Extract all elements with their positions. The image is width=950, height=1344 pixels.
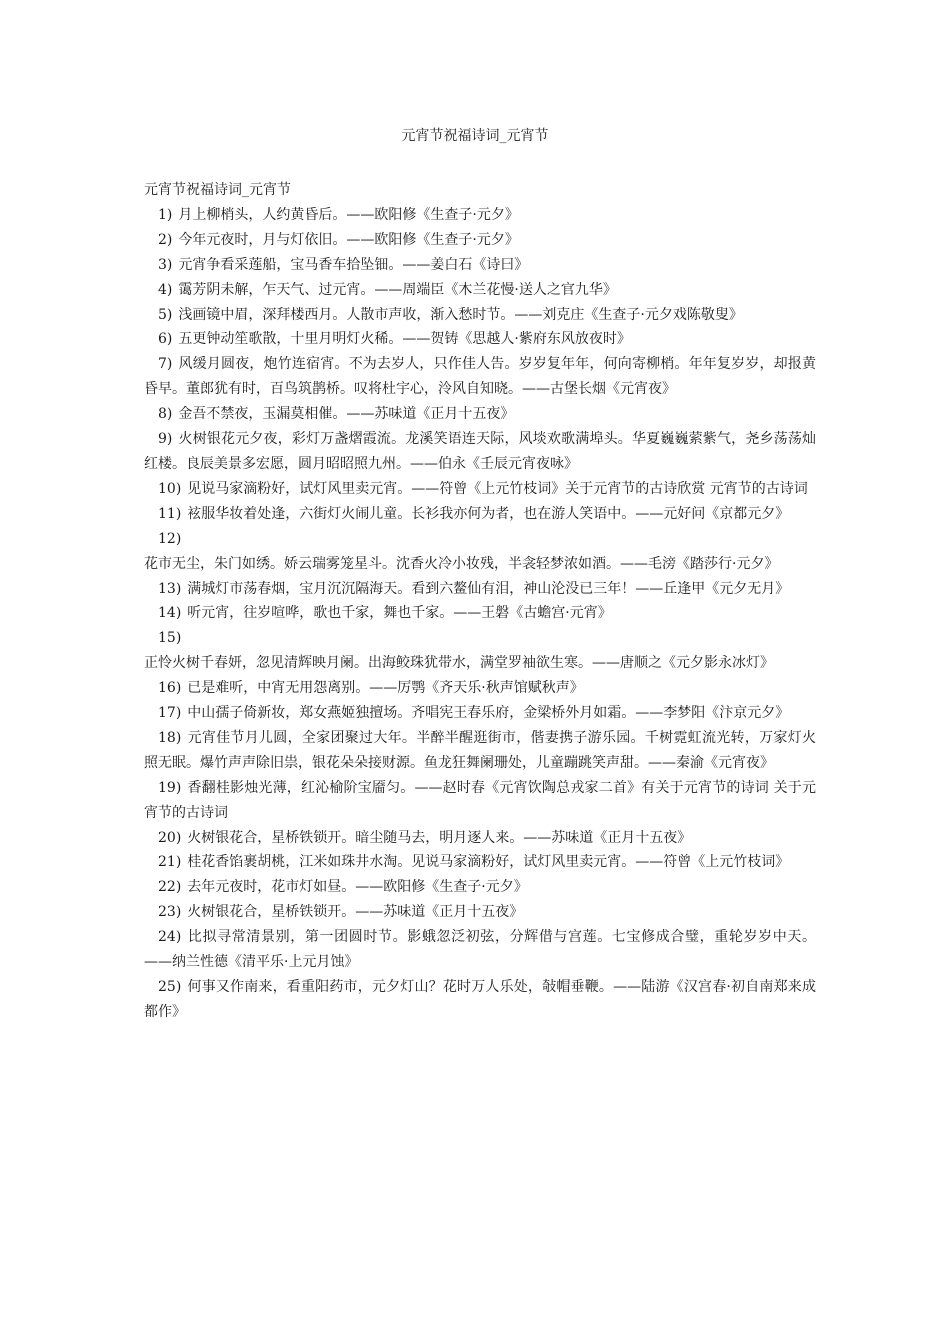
poem-number: 18): [158, 729, 182, 746]
poem-item: [144, 427, 816, 477]
poem-item: [144, 502, 816, 527]
poem-number: 3): [158, 256, 173, 273]
poem-item: [144, 850, 816, 875]
poem-text: 火树银花元夕夜，彩灯万盏熠霞流。龙溪笑语连天际，风埮欢歌满埠头。华夏巍巍萦紫气，尧乡荡荡灿红楼。良辰美景多宏愿，圆月昭昭照九州。——伯永《壬辰元宵夜咏》: [144, 431, 816, 472]
poem-item: [144, 527, 816, 577]
poem-item: [144, 975, 816, 1025]
poem-text: 中山孺子倚新妆，郑女燕姬独擅场。齐唱宪王春乐府，金梁桥外月如霜。——李梦阳《汴京元夕》: [187, 705, 790, 722]
poem-number: 23): [158, 904, 182, 921]
poem-number: 6): [158, 331, 173, 348]
poem-text: 今年元夜时，月与灯依旧。——欧阳修《生查子·元夕》: [178, 231, 519, 248]
poem-text: 元宵佳节月儿圆，全家团聚过大年。半醉半醒逛街市，偕妻携子游乐园。千树霓虹流光转，万家灯火照无眠。爆竹声声除旧祟，银花朵朵接财源。鱼龙狂舞阑珊处，儿童蹦跳笑声甜。——秦渝《元宵夜》: [144, 729, 816, 771]
poem-item: [144, 676, 816, 701]
document-title: 元宵节祝福诗词_元宵节: [401, 128, 549, 144]
poem-number: 20): [158, 829, 182, 846]
poem-item: [144, 875, 816, 900]
poem-text: 何事又作南来，看重阳药市，元夕灯山？花时万人乐处，敧帽垂鞭。——陆游《汉宫春·初自南郑来成都作》: [144, 979, 816, 1020]
poem-item: [144, 900, 816, 925]
poem-text: 火树银花合，星桥铁锁开。——苏味道《正月十五夜》: [187, 904, 524, 921]
poem-item: [144, 726, 816, 776]
poem-number: 1): [158, 206, 173, 223]
poem-number: 13): [158, 580, 182, 597]
poem-number: 24): [158, 929, 182, 946]
poem-number: 17): [158, 705, 182, 722]
poem-item: [144, 352, 816, 402]
poem-text: 金吾不禁夜，玉漏莫相催。——苏味道《正月十五夜》: [178, 406, 515, 423]
poem-number: 14): [158, 605, 182, 622]
poem-item: [144, 278, 816, 303]
poem-item: [144, 303, 816, 328]
poem-number: 16): [158, 680, 182, 697]
document-subtitle: 元宵节祝福诗词_元宵节: [144, 182, 291, 198]
poem-text: 见说马家滴粉好，试灯风里卖元宵。——符曾《上元竹枝词》关于元宵节的古诗欣赏 元宵节的古诗词: [187, 480, 808, 497]
poem-number: 7): [158, 356, 173, 373]
poem-number: 8): [158, 406, 173, 423]
poem-text: 满城灯市荡春烟，宝月沉沉隔海天。看到六鳌仙有泪，神山沦没已三年！——丘逢甲《元夕无月》: [187, 580, 790, 597]
poem-item: [144, 776, 816, 826]
poem-text: 袨服华妆着处逢，六街灯火闹儿童。长衫我亦何为者，也在游人笑语中。——元好问《京都元夕》: [187, 505, 790, 522]
poem-item: [144, 826, 816, 851]
poem-text: 霭芳阴未解，乍天气、过元宵。——周端臣《木兰花慢·送人之官九华》: [178, 281, 617, 298]
poem-number: 5): [158, 306, 173, 323]
poem-item: [144, 925, 816, 975]
poem-item: [144, 327, 816, 352]
poem-number: 21): [158, 854, 182, 871]
poem-item: [144, 477, 816, 502]
poem-item: [144, 577, 816, 602]
poem-item: [144, 228, 816, 253]
poem-number: 9): [158, 431, 173, 448]
poem-number: 25): [158, 979, 182, 995]
document-body: [144, 178, 816, 1025]
poem-item: [144, 253, 816, 278]
poem-item: [144, 601, 816, 626]
poem-text: 元宵争看采莲船，宝马香车拾坠钿。——姜白石《诗曰》: [178, 256, 529, 273]
poem-number: 12): [158, 530, 182, 547]
poem-text: 浅画镜中眉，深拜楼西月。人散市声收，渐入愁时节。——刘克庄《生查子·元夕戏陈敬叟》: [178, 306, 743, 323]
poem-number: 10): [158, 480, 182, 497]
poem-item: [144, 701, 816, 726]
poem-item: [144, 203, 816, 228]
poem-text: 花市无尘，朱门如绣。娇云瑞雾笼星斗。沈香火冷小妆残，半衾轻梦浓如酒。——毛滂《踏莎行·元夕》: [144, 555, 779, 572]
poem-number: 19): [158, 779, 182, 796]
poem-text: 月上柳梢头，人约黄昏后。——欧阳修《生查子·元夕》: [178, 206, 519, 223]
poem-text: 已是难听，中宵无用怨离别。——厉鹗《齐天乐·秋声馆赋秋声》: [187, 680, 584, 697]
poem-text: 五更钟动笙歌散，十里月明灯火稀。——贺铸《思越人·紫府东风放夜时》: [178, 331, 631, 348]
poem-number: 22): [158, 879, 182, 896]
poem-text: 风缓月圆夜，炮竹连宿宵。不为去岁人，只作佳人告。岁岁复年年，何向寄柳梢。年年复岁岁，却报黄昏早。董郎犹有时，百鸟筑鹊桥。叹将杜宇心，泠风自知晓。——古堡长烟《元宵夜》: [144, 356, 816, 398]
poem-text: 比拟寻常清景别，第一团圆时节。影蛾忽泛初弦，分辉借与宫莲。七宝修成合璧，重轮岁岁中天。——纳兰性德《清平乐·上元月蚀》: [144, 929, 816, 971]
poem-text: 桂花香馅裹胡桃，江米如珠井水淘。见说马家滴粉好，试灯风里卖元宵。——符曾《上元竹枝词》: [187, 854, 790, 871]
poem-number: 15): [158, 630, 182, 647]
poem-item: [144, 626, 816, 676]
poem-item: [144, 402, 816, 427]
poem-number: 4): [158, 281, 173, 298]
poem-text: 香翻桂影烛光薄，红沁榆阶宝靥匀。——赵时春《元宵饮陶总戎家二首》有关于元宵节的诗词 关于元宵节的古诗词: [144, 779, 816, 821]
poem-text: 火树银花合，星桥铁锁开。暗尘随马去，明月逐人来。——苏味道《正月十五夜》: [187, 829, 692, 846]
poem-number: 2): [158, 231, 173, 248]
poem-number: 11): [158, 505, 182, 522]
poem-text: 听元宵，往岁喧哗，歌也千家，舞也千家。——王磐《古蟾宫·元宵》: [187, 605, 612, 622]
poem-list: [144, 203, 816, 1025]
poem-text: 去年元夜时，花市灯如昼。——欧阳修《生查子·元夕》: [187, 879, 528, 896]
poem-text: 正怜火树千春妍，忽见清辉映月阑。出海鲛珠犹带水，满堂罗袖欲生寒。——唐顺之《元夕影永冰灯》: [144, 655, 774, 672]
